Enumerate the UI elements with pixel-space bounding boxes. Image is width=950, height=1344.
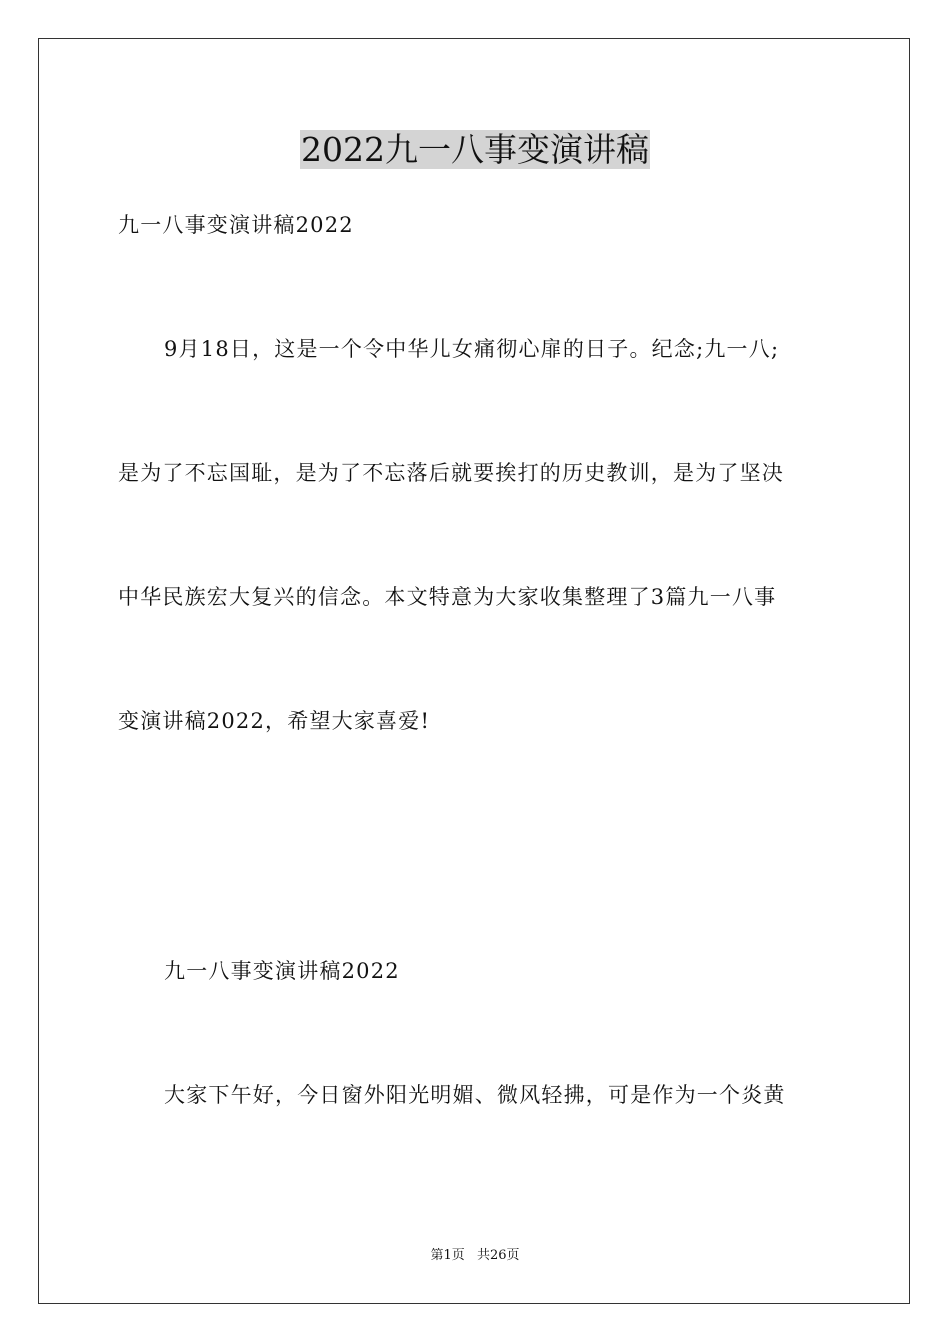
intro-line-1: 9月18日，这是一个令中华儿女痛彻心扉的日子。纪念;九一八;	[164, 337, 780, 361]
page-footer	[0, 1246, 950, 1266]
intro-line-3: 中华民族宏大复兴的信念。本文特意为大家收集整理了3篇九一八事	[118, 585, 777, 609]
section-heading: 九一八事变演讲稿2022	[164, 959, 400, 983]
intro-line-4: 变演讲稿2022，希望大家喜爱!	[118, 709, 431, 733]
intro-line-2: 是为了不忘国耻，是为了不忘落后就要挨打的历史教训，是为了坚决	[118, 461, 784, 485]
document-title: 2022九一八事变演讲稿	[301, 130, 649, 169]
page-number: 第1页	[430, 1248, 465, 1263]
body-line-1: 大家下午好，今日窗外阳光明媚、微风轻拂，可是作为一个炎黄	[164, 1083, 786, 1107]
page-total: 共26页	[476, 1248, 520, 1263]
document-subtitle: 九一八事变演讲稿2022	[118, 213, 354, 237]
